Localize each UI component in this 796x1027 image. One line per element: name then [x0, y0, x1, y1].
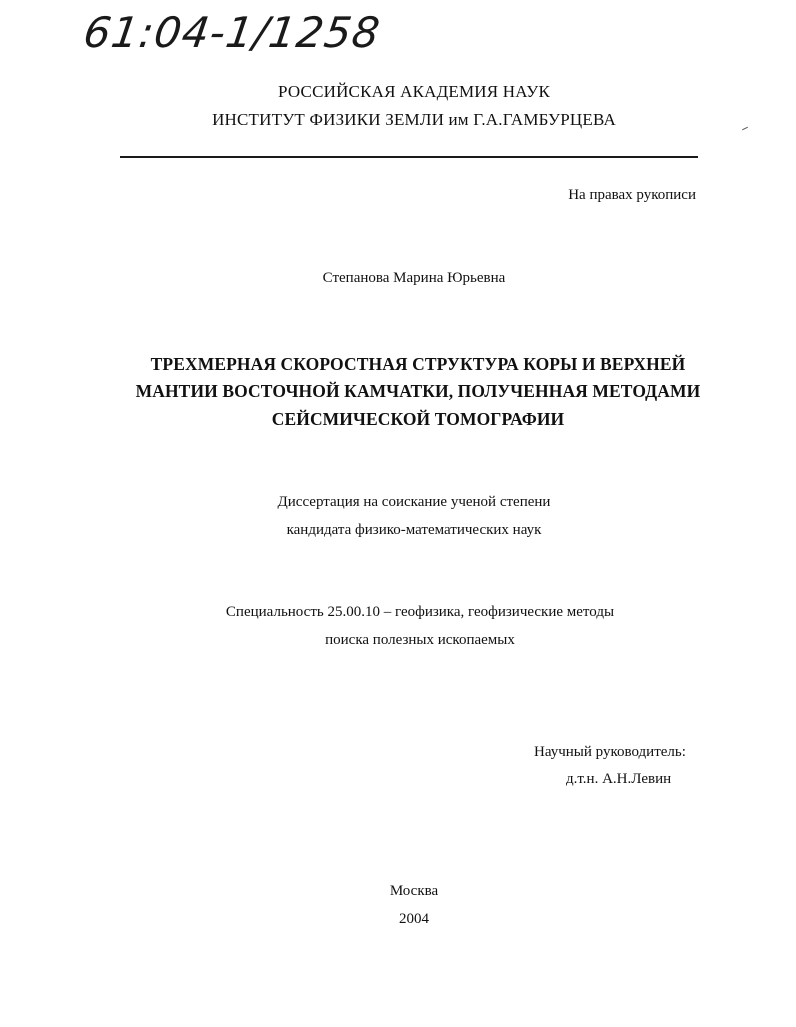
handwritten-archive-code: 61:04-1/1258 [80, 8, 384, 57]
specialty-line-2: поиска полезных ископаемых [325, 632, 515, 648]
degree-statement-line-2: кандидата физико-математических наук [286, 522, 542, 538]
specialty-line-1: Специальность 25.00.10 – геофизика, геофизические методы [225, 604, 615, 620]
city: Москва [389, 883, 439, 899]
header-divider [120, 156, 698, 158]
manuscript-note: На правах рукописи [568, 187, 696, 203]
degree-statement-line-1: Диссертация на соискание ученой степени [277, 494, 551, 510]
thesis-title-line-3: СЕЙСМИЧЕСКОЙ ТОМОГРАФИИ [271, 409, 565, 429]
thesis-title-line-2: МАНТИИ ВОСТОЧНОЙ КАМЧАТКИ, ПОЛУЧЕННАЯ МЕТОДАМИ [135, 381, 701, 401]
author-name: Степанова Марина Юрьевна [322, 270, 506, 286]
thesis-title-line-1: ТРЕХМЕРНАЯ СКОРОСТНАЯ СТРУКТУРА КОРЫ И ВЕРХНЕЙ [150, 354, 686, 374]
advisor-label: Научный руководитель: [534, 744, 686, 760]
year: 2004 [399, 911, 429, 927]
institute-name: ИНСТИТУТ ФИЗИКИ ЗЕМЛИ им Г.А.ГАМБУРЦЕВА [212, 110, 616, 129]
organization-name: РОССИЙСКАЯ АКАДЕМИЯ НАУК [277, 82, 550, 101]
advisor-name: д.т.н. А.Н.Левин [566, 771, 672, 787]
